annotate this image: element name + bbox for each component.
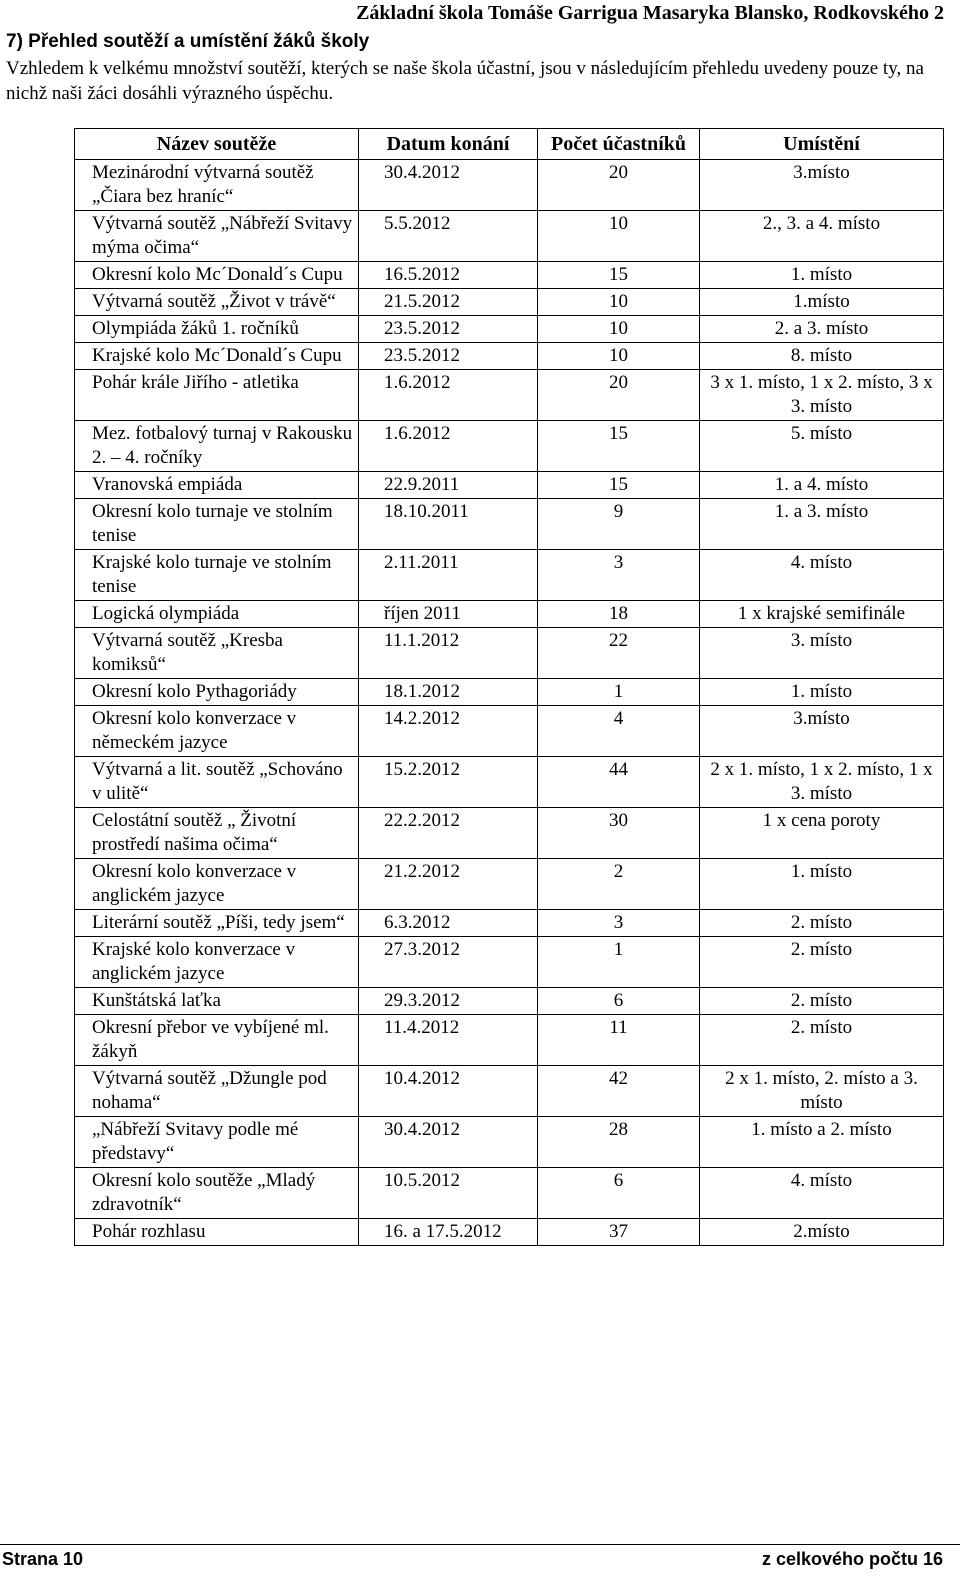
cell-date: 18.10.2011 — [359, 499, 538, 550]
competitions-table — [74, 128, 944, 1246]
cell-name: Okresní kolo konverzace v německém jazyce — [75, 706, 359, 757]
cell-date: 23.5.2012 — [359, 343, 538, 370]
table-row — [75, 679, 944, 706]
cell-date: 23.5.2012 — [359, 316, 538, 343]
cell-name: Literární soutěž „Píši, tedy jsem“ — [75, 910, 359, 937]
cell-place: 3.místo — [700, 706, 944, 757]
cell-date: 6.3.2012 — [359, 910, 538, 937]
cell-name: Krajské kolo turnaje ve stolním tenise — [75, 550, 359, 601]
cell-name: Logická olympiáda — [75, 601, 359, 628]
cell-name: Krajské kolo Mc´Donald´s Cupu — [75, 343, 359, 370]
cell-name: Pohár rozhlasu — [75, 1219, 359, 1246]
cell-date: 10.5.2012 — [359, 1168, 538, 1219]
cell-count: 22 — [538, 628, 700, 679]
cell-place: 1.místo — [700, 289, 944, 316]
cell-place: 1. místo a 2. místo — [700, 1117, 944, 1168]
cell-count: 44 — [538, 757, 700, 808]
cell-date: 1.6.2012 — [359, 421, 538, 472]
cell-name: Okresní kolo Pythagoriády — [75, 679, 359, 706]
cell-count: 10 — [538, 343, 700, 370]
cell-count: 10 — [538, 211, 700, 262]
cell-date: říjen 2011 — [359, 601, 538, 628]
table-row — [75, 988, 944, 1015]
table-row — [75, 808, 944, 859]
cell-place: 2., 3. a 4. místo — [700, 211, 944, 262]
cell-name: Výtvarná soutěž „Život v trávě“ — [75, 289, 359, 316]
cell-place: 1. místo — [700, 859, 944, 910]
table-row — [75, 1066, 944, 1117]
page-total: z celkového počtu 16 — [761, 1549, 943, 1569]
cell-date: 29.3.2012 — [359, 988, 538, 1015]
cell-count: 6 — [538, 988, 700, 1015]
table-row — [75, 706, 944, 757]
cell-count: 15 — [538, 262, 700, 289]
cell-date: 11.1.2012 — [359, 628, 538, 679]
cell-date: 21.5.2012 — [359, 289, 538, 316]
cell-name: Okresní kolo soutěže „Mladý zdravotník“ — [75, 1168, 359, 1219]
cell-count: 3 — [538, 910, 700, 937]
table-row — [75, 1117, 944, 1168]
table-row — [75, 937, 944, 988]
cell-date: 22.2.2012 — [359, 808, 538, 859]
cell-name: Krajské kolo konverzace v anglickém jazyce — [75, 937, 359, 988]
cell-date: 5.5.2012 — [359, 211, 538, 262]
page-number: Strana 10 — [2, 1549, 84, 1569]
cell-place: 8. místo — [700, 343, 944, 370]
document-header: Základní škola Tomáše Garrigua Masaryka Blansko, Rodkovského 2 — [356, 2, 944, 24]
cell-count: 1 — [538, 679, 700, 706]
cell-name: Okresní kolo Mc´Donald´s Cupu — [75, 262, 359, 289]
column-header-place: Umístění — [700, 129, 944, 160]
cell-place: 2 x 1. místo, 1 x 2. místo, 1 x 3. místo — [700, 757, 944, 808]
table-row — [75, 343, 944, 370]
cell-name: Mezinárodní výtvarná soutěž „Čiara bez hraníc“ — [75, 160, 359, 211]
section-intro: Vzhledem k velkému množství soutěží, kterých se naše škola účastní, jsou v následujícím přehledu uvedeny pouze ty, na nichž naši žáci dosáhli výrazného úspěchu. — [6, 58, 924, 104]
cell-name: Výtvarná a lit. soutěž „Schováno v ulitě“ — [75, 757, 359, 808]
cell-count: 9 — [538, 499, 700, 550]
cell-date: 18.1.2012 — [359, 679, 538, 706]
cell-count: 2 — [538, 859, 700, 910]
table-row — [75, 757, 944, 808]
table-row — [75, 601, 944, 628]
cell-name: Olympiáda žáků 1. ročníků — [75, 316, 359, 343]
cell-date: 14.2.2012 — [359, 706, 538, 757]
cell-date: 27.3.2012 — [359, 937, 538, 988]
cell-place: 2.místo — [700, 1219, 944, 1246]
table-row — [75, 160, 944, 211]
cell-count: 11 — [538, 1015, 700, 1066]
cell-place: 3 x 1. místo, 1 x 2. místo, 3 x 3. místo — [700, 370, 944, 421]
column-header-date: Datum konání — [359, 129, 538, 160]
cell-name: „Nábřeží Svitavy podle mé představy“ — [75, 1117, 359, 1168]
table-row — [75, 1168, 944, 1219]
cell-count: 10 — [538, 316, 700, 343]
table-row — [75, 262, 944, 289]
cell-date: 15.2.2012 — [359, 757, 538, 808]
cell-name: Okresní kolo konverzace v anglickém jazyce — [75, 859, 359, 910]
cell-place: 5. místo — [700, 421, 944, 472]
cell-place: 1. a 3. místo — [700, 499, 944, 550]
cell-count: 15 — [538, 472, 700, 499]
cell-place: 1. místo — [700, 262, 944, 289]
cell-place: 4. místo — [700, 550, 944, 601]
cell-place: 1. a 4. místo — [700, 472, 944, 499]
cell-count: 1 — [538, 937, 700, 988]
cell-place: 1 x cena poroty — [700, 808, 944, 859]
table-row — [75, 628, 944, 679]
cell-name: Pohár krále Jiřího - atletika — [75, 370, 359, 421]
cell-place: 2. a 3. místo — [700, 316, 944, 343]
cell-count: 20 — [538, 160, 700, 211]
cell-date: 16. a 17.5.2012 — [359, 1219, 538, 1246]
table-row — [75, 316, 944, 343]
section-title: 7) Přehled soutěží a umístění žáků školy — [6, 31, 370, 52]
cell-name: Výtvarná soutěž „Kresba komiksů“ — [75, 628, 359, 679]
cell-date: 10.4.2012 — [359, 1066, 538, 1117]
cell-date: 22.9.2011 — [359, 472, 538, 499]
table-row — [75, 550, 944, 601]
table-row — [75, 1219, 944, 1246]
cell-date: 30.4.2012 — [359, 160, 538, 211]
cell-place: 2. místo — [700, 988, 944, 1015]
table-row — [75, 910, 944, 937]
table-row — [75, 859, 944, 910]
table-row — [75, 1015, 944, 1066]
cell-count: 4 — [538, 706, 700, 757]
table-row — [75, 370, 944, 421]
cell-name: Výtvarná soutěž „Džungle pod nohama“ — [75, 1066, 359, 1117]
table-row — [75, 421, 944, 472]
cell-date: 2.11.2011 — [359, 550, 538, 601]
table-row — [75, 211, 944, 262]
cell-name: Mez. fotbalový turnaj v Rakousku 2. – 4. ročníky — [75, 421, 359, 472]
cell-name: Okresní kolo turnaje ve stolním tenise — [75, 499, 359, 550]
cell-place: 4. místo — [700, 1168, 944, 1219]
cell-date: 21.2.2012 — [359, 859, 538, 910]
page-footer — [0, 1544, 960, 1575]
column-header-name: Název soutěže — [75, 129, 359, 160]
cell-count: 6 — [538, 1168, 700, 1219]
cell-place: 3.místo — [700, 160, 944, 211]
cell-count: 20 — [538, 370, 700, 421]
cell-date: 11.4.2012 — [359, 1015, 538, 1066]
cell-count: 18 — [538, 601, 700, 628]
cell-count: 3 — [538, 550, 700, 601]
column-header-count: Počet účastníků — [538, 129, 700, 160]
cell-date: 1.6.2012 — [359, 370, 538, 421]
cell-count: 30 — [538, 808, 700, 859]
cell-count: 28 — [538, 1117, 700, 1168]
cell-date: 30.4.2012 — [359, 1117, 538, 1168]
cell-name: Vranovská empiáda — [75, 472, 359, 499]
cell-name: Celostátní soutěž „ Životní prostředí našima očima“ — [75, 808, 359, 859]
cell-date: 16.5.2012 — [359, 262, 538, 289]
cell-count: 37 — [538, 1219, 700, 1246]
cell-count: 10 — [538, 289, 700, 316]
table-row — [75, 472, 944, 499]
cell-name: Výtvarná soutěž „Nábřeží Svitavy mýma očima“ — [75, 211, 359, 262]
cell-place: 2. místo — [700, 1015, 944, 1066]
cell-place: 3. místo — [700, 628, 944, 679]
table-row — [75, 289, 944, 316]
cell-place: 1. místo — [700, 679, 944, 706]
cell-place: 1 x krajské semifinále — [700, 601, 944, 628]
cell-count: 15 — [538, 421, 700, 472]
cell-name: Okresní přebor ve vybíjené ml. žákyň — [75, 1015, 359, 1066]
table-row — [75, 499, 944, 550]
cell-place: 2 x 1. místo, 2. místo a 3. místo — [700, 1066, 944, 1117]
cell-place: 2. místo — [700, 937, 944, 988]
cell-name: Kunštátská laťka — [75, 988, 359, 1015]
table-header-row — [75, 129, 944, 160]
cell-count: 42 — [538, 1066, 700, 1117]
cell-place: 2. místo — [700, 910, 944, 937]
table-body — [75, 160, 944, 1246]
